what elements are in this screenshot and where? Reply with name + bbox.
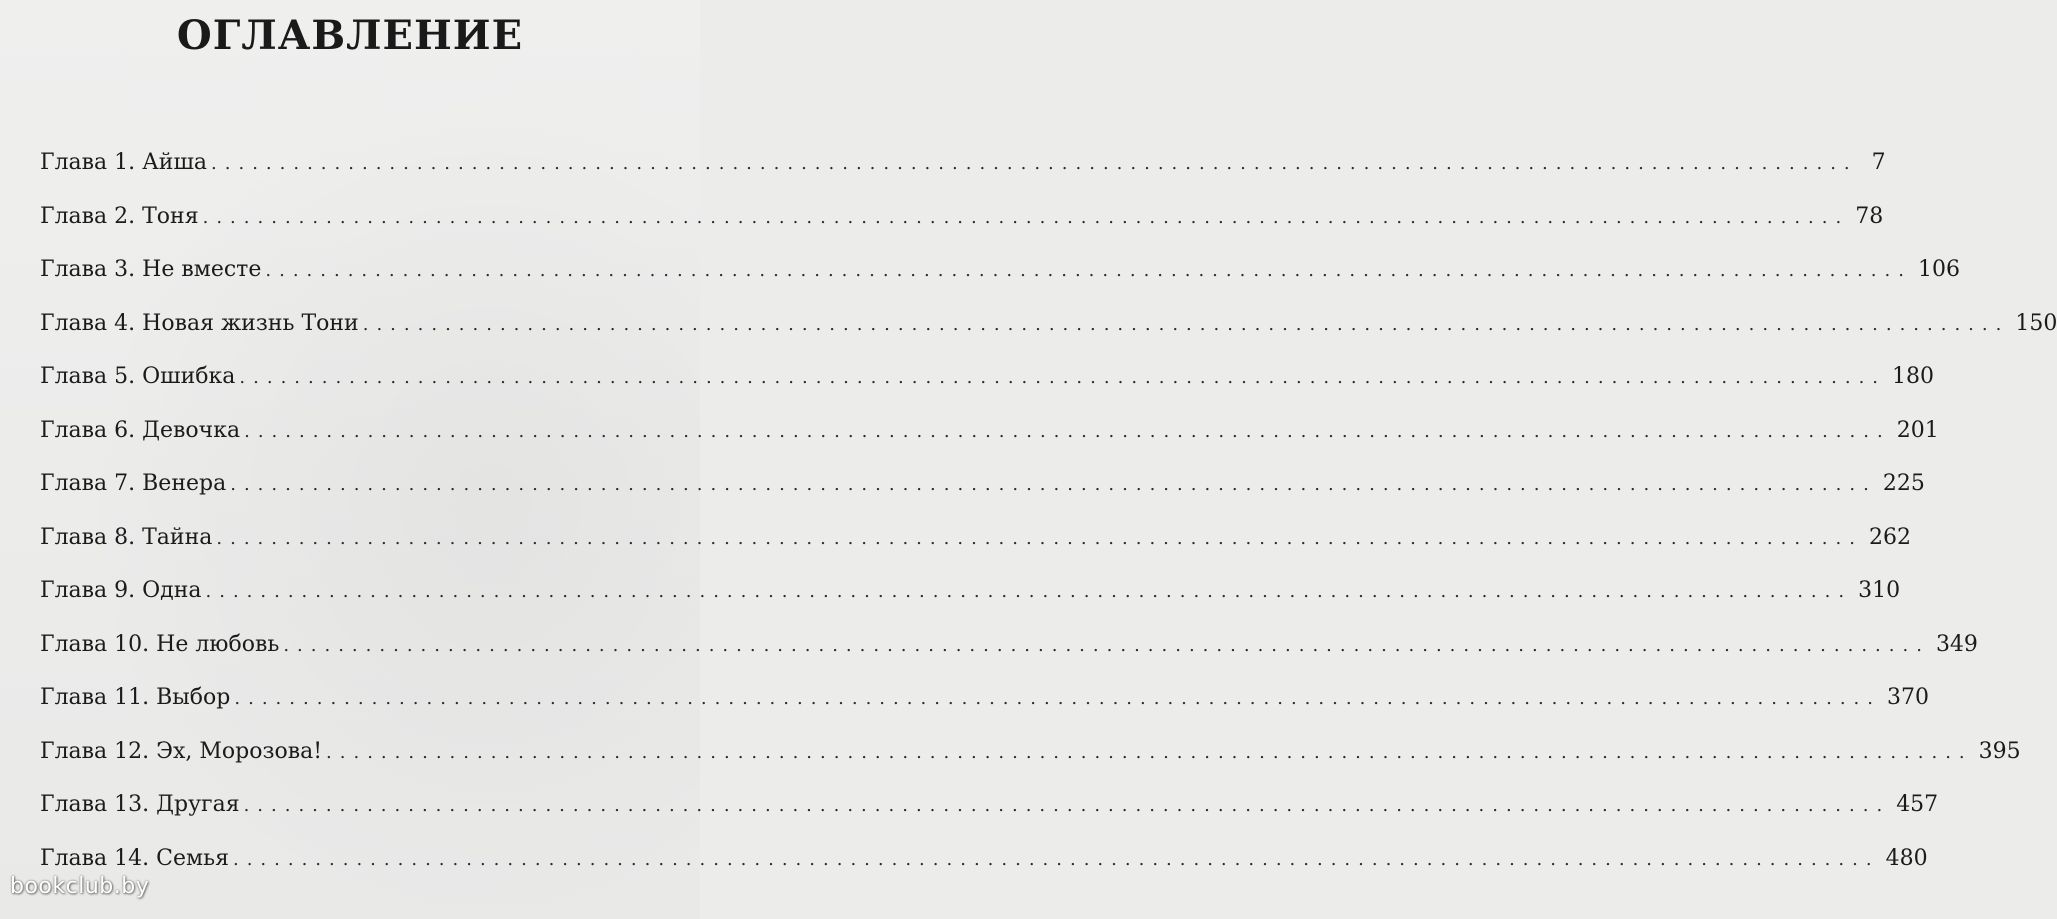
dot-leader: ........................................................................................................................ [243, 795, 1891, 816]
dot-leader: ........................................................................................................................ [239, 367, 1887, 388]
toc-entry-6 [40, 415, 1939, 469]
toc-entry-title: Глава 6. Девочка [40, 417, 241, 443]
dot-leader: ........................................................................................................................ [283, 634, 1930, 656]
toc-entry-page: 225 [1882, 471, 1925, 496]
dot-leader: ........................................................................................................................ [265, 260, 1912, 281]
toc-entry-title: Глава 9. Одна [40, 578, 202, 603]
toc-entry-title: Глава 12. Эх, Морозова! [40, 738, 323, 764]
toc-entry-page: 310 [1858, 578, 1901, 603]
dot-leader: ........................................................................................................................ [362, 313, 2010, 335]
toc-entry-5 [40, 361, 1935, 415]
toc-entry-title: Глава 5. Ошибка [40, 364, 236, 389]
toc-entry-page: 7 [1871, 150, 1886, 175]
toc-entry-11 [40, 682, 1929, 736]
toc-entry-7 [40, 468, 1925, 522]
toc-entry-title: Глава 4. Новая жизнь Тони [40, 310, 359, 336]
toc-entry-page: 201 [1896, 417, 1939, 443]
toc-entry-page: 457 [1896, 792, 1939, 817]
dot-leader: ........................................................................................................................ [232, 848, 1880, 870]
dot-leader: ........................................................................................................................ [211, 153, 1858, 174]
toc-entry-1 [40, 147, 1886, 201]
toc-entry-9 [40, 575, 1901, 629]
toc-entry-page: 180 [1892, 364, 1935, 389]
toc-entry-8 [40, 522, 1911, 576]
toc-entry-page: 395 [1978, 738, 2021, 764]
toc-entry-13 [40, 789, 1939, 843]
dot-leader: ........................................................................................................................ [205, 581, 1853, 602]
dot-leader: ........................................................................................................................ [230, 474, 1877, 495]
dot-leader: ........................................................................................................................ [234, 688, 1881, 709]
toc-entry-title: Глава 14. Семья [40, 845, 229, 871]
toc-entry-page: 150 [2015, 310, 2057, 336]
dot-leader: ........................................................................................................................ [326, 741, 1973, 763]
dot-leader: ........................................................................................................................ [202, 206, 1850, 228]
dot-leader: ........................................................................................................................ [216, 527, 1863, 549]
toc-entry-title: Глава 2. Тоня [40, 203, 199, 229]
toc-entry-2 [40, 201, 1884, 255]
toc-entry-page: 262 [1868, 524, 1911, 550]
dot-leader: ........................................................................................................................ [244, 420, 1891, 442]
toc-entry-title: Глава 13. Другая [40, 792, 240, 817]
toc-entry-page: 78 [1855, 203, 1884, 229]
page-title: ОГЛАВЛЕНИЕ [176, 12, 524, 59]
toc-entry-title: Глава 1. Айша [40, 150, 208, 175]
toc-entry-page: 106 [1917, 257, 1960, 282]
toc-entry-3 [40, 254, 1960, 308]
toc-entry-title: Глава 11. Выбор [40, 685, 231, 710]
toc-entry-4 [40, 308, 2057, 362]
toc-entry-title: Глава 3. Не вместе [40, 257, 262, 282]
site-watermark: bookclub.by [10, 874, 150, 899]
toc-entry-title: Глава 8. Тайна [40, 524, 213, 550]
toc-entry-title: Глава 7. Венера [40, 471, 227, 496]
toc-entry-10 [40, 629, 1978, 683]
toc-entry-title: Глава 10. Не любовь [40, 631, 280, 657]
toc-entry-page: 370 [1887, 685, 1929, 710]
toc-entry-12 [40, 736, 2021, 790]
toc-entry-page: 349 [1935, 631, 1978, 657]
toc-entry-page: 480 [1885, 845, 1928, 871]
table-of-contents [40, 147, 2057, 896]
